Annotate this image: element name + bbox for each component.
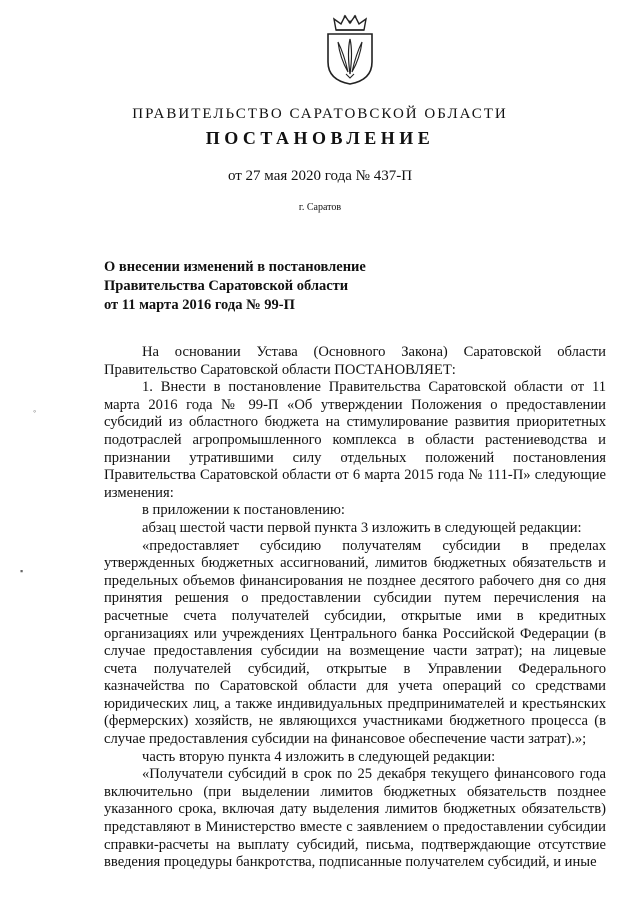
scan-speck: ◦ bbox=[33, 406, 37, 416]
paragraph-clause-3-text: «предоставляет субсидию получателям субсидии в пределах утвержденных бюджетных ассигнований, лимитов бюджетных обязательств и предельных объемов финансирования не позднее десятого рабочего дня со дня принятия решения о предоставлении субсидии путем перечисления на расчетные счета получателей субсидии, открытые ими в кредитных организациях или учреждениях Центрального банка Российской Федерации (в случае предоставления субсидии на возмещение части затрат); на лицевые счета получателей субсидий, открытые в Управлении Федерального казначейства по Саратовской области для учета операций со средствами юридических лиц, а также индивидуальных предпринимателей и крестьянских (фермерских) хозяйств, не являющихся участниками бюджетного процесса (в случае предоставления субсидии на финансовое обеспечение части затрат).»; bbox=[104, 537, 606, 748]
coat-of-arms-saratov-icon bbox=[324, 14, 376, 86]
city-name: г. Саратов bbox=[298, 202, 342, 213]
document-type-title: ПОСТАНОВЛЕНИЕ bbox=[205, 128, 435, 148]
date-and-number: от 27 мая 2020 года № 437-П bbox=[227, 168, 413, 184]
subject-line-1: О внесении изменений в постановление bbox=[104, 259, 366, 275]
subject-line-2: Правительства Саратовской области bbox=[104, 278, 349, 294]
government-name: ПРАВИТЕЛЬСТВО САРАТОВСКОЙ ОБЛАСТИ bbox=[132, 106, 508, 122]
paragraph-clause-4-intro: часть вторую пункта 4 изложить в следующей редакции: bbox=[142, 748, 496, 765]
paragraph-basis: На основании Устава (Основного Закона) Саратовской области Правительство Саратовской области ПОСТАНОВЛЯЕТ: bbox=[104, 344, 606, 378]
paragraph-appendix: в приложении к постановлению: bbox=[142, 502, 345, 519]
subject-line-3: от 11 марта 2016 года № 99-П bbox=[104, 297, 295, 313]
paragraph-item-1: 1. Внести в постановление Правительства Саратовской области от 11 марта 2016 года № 99-П «Об утверждении Положения о предоставлении субсидий из областного бюджета на стимулирование развития приоритетных подотраслей агропромышленного комплекса в области растениеводства и признании утратившими силу отдельных положений постановления Правительства Саратовской области от 6 марта 2015 года № 111-П» следующие изменения: bbox=[104, 379, 606, 501]
document-subject bbox=[104, 258, 366, 315]
document-body bbox=[104, 344, 606, 872]
scan-speck: ▪ bbox=[20, 566, 24, 576]
paragraph-clause-4-text: «Получатели субсидий в срок по 25 декабря текущего финансового года включительно (при выделении лимитов бюджетных обязательств позднее указанного срока, включая дату выделения лимитов бюджетных обязательств) представляют в Министерство вместе с заявлением о предоставлении субсидии справки-расчеты на выплату субсидий, письма, подтверждающие отсутствие введения процедуры банкротства, подписанные получателем субсидий, и иные bbox=[104, 766, 606, 871]
paragraph-clause-3-intro: абзац шестой части первой пункта 3 изложить в следующей редакции: bbox=[142, 519, 582, 536]
